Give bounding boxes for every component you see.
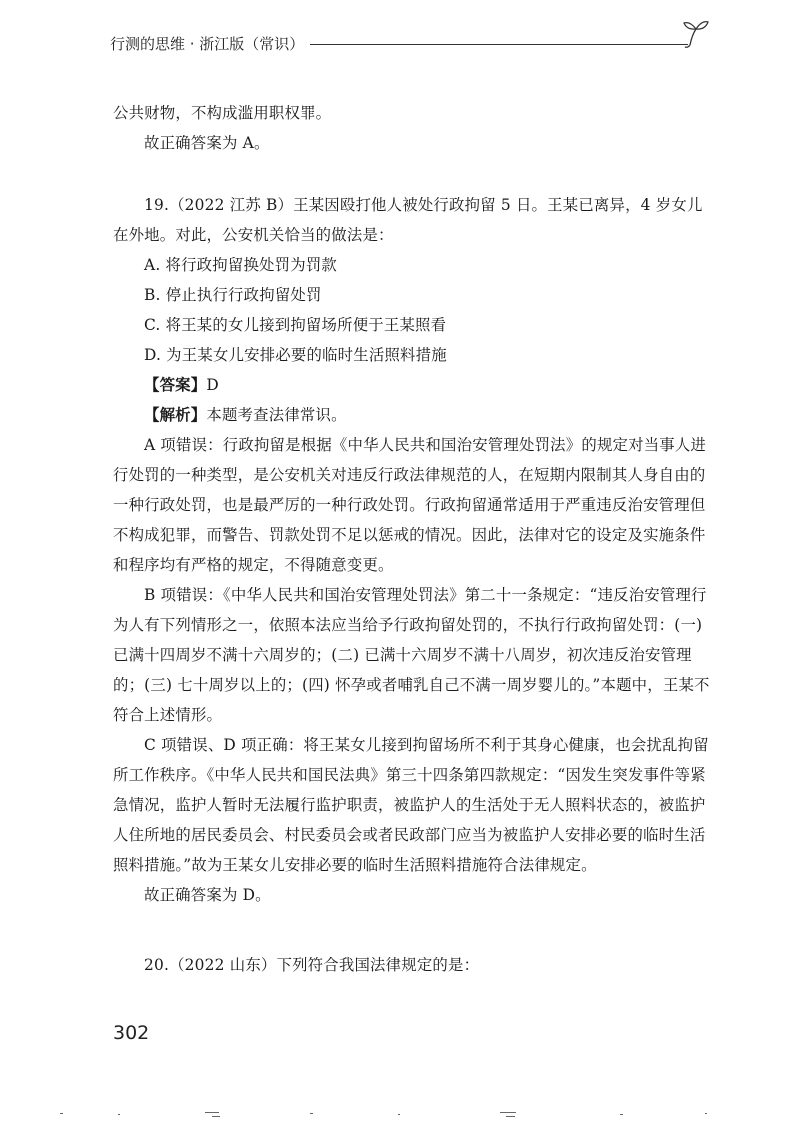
page-number: 302 [113,1022,150,1044]
answer-label: 【答案】 [144,376,207,394]
question-19-option-c: C. 将王某的女儿接到拘留场所便于王某照看 [144,316,447,334]
paragraph-continued: 公共财物，不构成滥用职权罪。 [113,104,332,122]
analysis-intro: 本题考查法律常识。 [206,406,347,424]
analysis-line [113,400,713,430]
sprout-icon [682,17,710,49]
scan-noise [0,1104,800,1124]
page-body [113,98,713,980]
question-19-option-b: B. 停止执行行政拘留处罚 [144,286,322,304]
question-20-stem: 20.（2022 山东）下列符合我国法律规定的是： [144,956,480,974]
analysis-option-a: A 项错误：行政拘留是根据《中华人民共和国治安管理处罚法》的规定对当事人进行处罚的一种类型，是公安机关对违反行政法律规范的人，在短期内限制其人身自由的一种行政处罚，也是最严厉的一种行政处罚。行政拘留通常适用于严重违反治安管理但不构成犯罪，而警告、罚款处罚不足以惩戒的情况。因此，法律对它的设定及实施条件和程序均有严格的规定，不得随意变更。 [113,436,707,574]
question-19-conclusion: 故正确答案为 D。 [144,886,271,904]
previous-answer: 故正确答案为 A。 [144,134,270,152]
answer-value: D [206,376,219,394]
question-19-stem: 19.（2022 江苏 B）王某因殴打他人被处行政拘留 5 日。王某已离异，4 岁女儿在外地。对此，公安机关恰当的做法是： [113,196,703,244]
question-19-option-d: D. 为王某女儿安排必要的临时生活照料措施 [144,346,447,364]
analysis-option-b: B 项错误：《中华人民共和国治安管理处罚法》第二十一条规定：“违反治安管理行为人有下列情形之一，依照本法应当给予行政拘留处罚的，不执行行政拘留处罚：(一) 已满十四周岁不满十六周岁的；(二) 已满十六周岁不满十八周岁，初次违反治安管理的；(三) 七十周岁以上的；(四) 怀孕或者哺乳自己不满一周岁婴儿的。”本题中，王某不符合上述情形。 [113,586,710,724]
running-header [110,31,710,55]
analysis-option-cd: C 项错误、D 项正确：将王某女儿接到拘留场所不利于其身心健康，也会扰乱拘留所工作秩序。《中华人民共和国民法典》第三十四条第四款规定：“因发生突发事件等紧急情况，监护人暂时无法履行监护职责，被监护人的生活处于无人照料状态的，被监护人住所地的居民委员会、村民委员会或者民政部门应当为被监护人安排必要的临时生活照料措施。”故为王某女儿安排必要的临时生活照料措施符合法律规定。 [113,736,709,874]
analysis-label: 【解析】 [144,406,207,424]
book-title: 行测的思维 · 浙江版（常识） [110,33,310,54]
answer-line [113,370,713,400]
header-rule [295,44,688,45]
question-19-option-a: A. 将行政拘留换处罚为罚款 [144,256,337,274]
